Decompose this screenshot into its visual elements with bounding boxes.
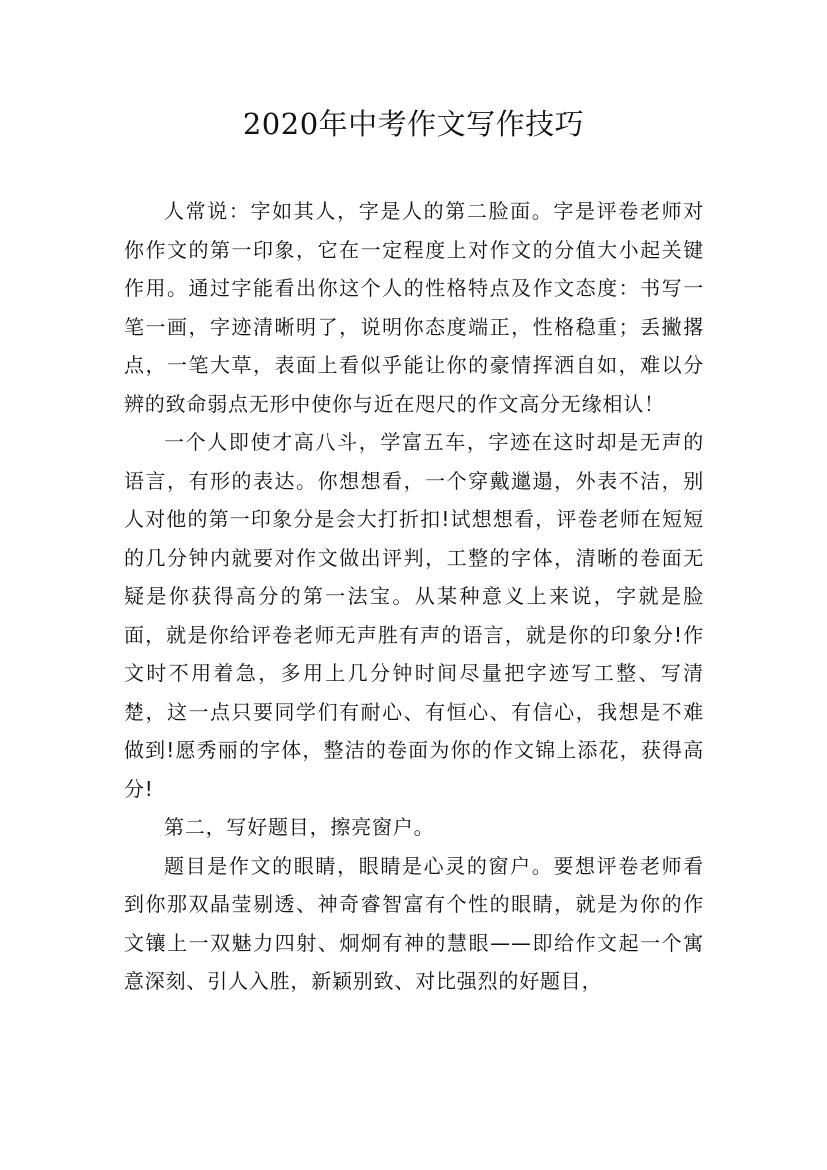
document-body: [124, 192, 704, 1001]
paragraph-handwriting-intro: 人常说：字如其人，字是人的第二脸面。字是评卷老师对你作文的第一印象，它在一定程度上对作文的分值大小起关键作用。通过字能看出你这个人的性格特点及作文态度：书写一笔一画，字迹清晰明了，说明你态度端正，性格稳重；丢撇撂点，一笔大草，表面上看似乎能让你的豪情挥洒自如，难以分辨的致命弱点无形中使你与近在咫尺的作文高分无缘相认！: [124, 199, 704, 416]
page-title: 2020年中考作文写作技巧: [242, 107, 585, 141]
paragraph-handwriting-importance: 一个人即使才高八斗，学富五车，字迹在这时却是无声的语言，有形的表达。你想想看，一个穿戴邋遢，外表不洁，别人对他的第一印象分是会大打折扣!试想想看，评卷老师在短短的几分钟内就要对作文做出评判，工整的字体，清晰的卷面无疑是你获得高分的第一法宝。从某种意义上来说，字就是脸面，就是你给评卷老师无声胜有声的语言，就是你的印象分!作文时不用着急，多用上几分钟时间尽量把字迹写工整、写清楚，这一点只要同学们有耐心、有恒心、有信心，我想是不难做到!愿秀丽的字体，整洁的卷面为你的作文锦上添花，获得高分!: [124, 430, 704, 801]
paragraph-title-importance: 题目是作文的眼睛，眼睛是心灵的窗户。要想评卷老师看到你那双晶莹剔透、神奇睿智富有个性的眼睛，就是为你的作文镶上一双魅力四射、炯炯有神的慧眼——即给作文起一个寓意深刻、引人入胜，新颖别致、对比强烈的好题目，: [124, 853, 704, 993]
paragraph-section-heading-title: 第二，写好题目，擦亮窗户。: [164, 815, 435, 839]
